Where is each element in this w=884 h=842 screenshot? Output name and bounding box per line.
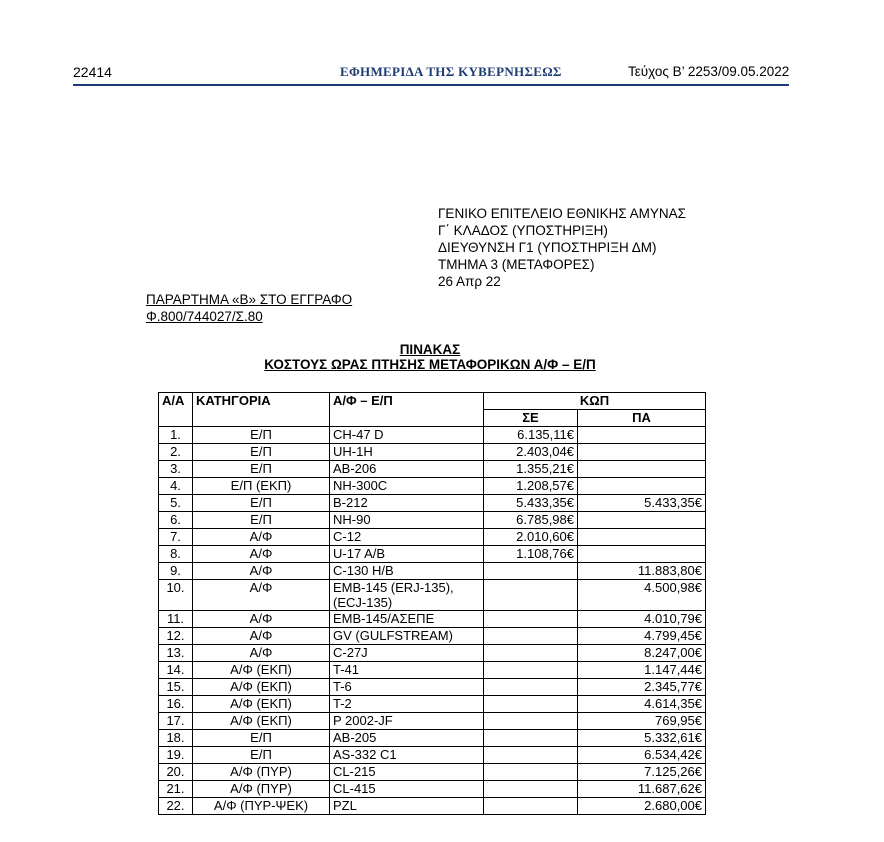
row-cost-pa: 769,95€ (578, 713, 706, 730)
row-cost-pa: 6.534,42€ (578, 747, 706, 764)
annex-reference: Φ.800/744027/Σ.80 (146, 309, 263, 324)
row-number: 18. (159, 730, 193, 747)
row-category: Ε/Π (193, 512, 330, 529)
row-category: Ε/Π (193, 461, 330, 478)
row-cost-pa (578, 512, 706, 529)
row-aircraft (330, 730, 484, 747)
row-aircraft (330, 645, 484, 662)
row-aircraft-line: AB-206 (333, 461, 377, 476)
table-row (159, 546, 706, 563)
row-aircraft (330, 529, 484, 546)
row-aircraft (330, 461, 484, 478)
issue-reference: Τεύχος Β’ 2253/09.05.2022 (628, 64, 790, 79)
row-cost-pa: 4.010,79€ (578, 611, 706, 628)
row-category: Ε/Π (193, 730, 330, 747)
row-cost-pa: 4.799,45€ (578, 628, 706, 645)
table-row (159, 781, 706, 798)
row-aircraft (330, 679, 484, 696)
table-subtitle: ΚΟΣΤΟΥΣ ΩΡΑΣ ΠΤΗΣΗΣ ΜΕΤΑΦΟΡΙΚΩΝ Α/Φ – Ε/Π (264, 357, 596, 372)
row-aircraft-line: C-12 (333, 529, 362, 544)
row-aircraft (330, 580, 484, 611)
row-cost-se: 5.433,35€ (484, 495, 578, 512)
row-cost-se: 6.785,98€ (484, 512, 578, 529)
row-aircraft (330, 546, 484, 563)
row-category: Α/Φ (193, 529, 330, 546)
row-category: Α/Φ (ΕΚΠ) (193, 696, 330, 713)
row-aircraft (330, 781, 484, 798)
row-aircraft (330, 747, 484, 764)
row-cost-pa: 1.147,44€ (578, 662, 706, 679)
table-row (159, 628, 706, 645)
row-aircraft (330, 478, 484, 495)
row-cost-pa: 5.332,61€ (578, 730, 706, 747)
table-row (159, 645, 706, 662)
row-aircraft-line: EMB-145/ΑΣΕΠΕ (333, 611, 435, 626)
row-aircraft (330, 628, 484, 645)
row-cost-se (484, 580, 578, 611)
row-aircraft (330, 427, 484, 444)
row-category: Ε/Π (193, 444, 330, 461)
issuer-line: ΓΕΝΙΚΟ ΕΠΙΤΕΛΕΙΟ ΕΘΝΙΚΗΣ ΑΜΥΝΑΣ (438, 206, 687, 221)
row-cost-pa: 11.883,80€ (578, 563, 706, 580)
header-rule (73, 84, 789, 86)
row-aircraft-line: U-17 A/B (333, 546, 386, 561)
row-aircraft-line: UH-1H (333, 444, 373, 459)
row-aircraft (330, 611, 484, 628)
header-kop: ΚΩΠ (484, 393, 706, 410)
row-aircraft-line: B-212 (333, 495, 368, 510)
row-cost-se (484, 611, 578, 628)
table-row (159, 478, 706, 495)
row-cost-se: 1.108,76€ (484, 546, 578, 563)
row-aircraft-line: T-6 (333, 679, 352, 694)
row-cost-se (484, 679, 578, 696)
row-cost-se (484, 713, 578, 730)
table-body (159, 427, 706, 815)
table-row (159, 764, 706, 781)
row-aircraft (330, 764, 484, 781)
row-number: 11. (159, 611, 193, 628)
row-cost-se (484, 628, 578, 645)
row-cost-se: 6.135,11€ (484, 427, 578, 444)
row-aircraft-line: EMB-145 (ERJ-135), (333, 580, 454, 595)
row-number: 2. (159, 444, 193, 461)
row-aircraft (330, 512, 484, 529)
table-row (159, 798, 706, 815)
issuer-block (438, 205, 686, 290)
row-number: 12. (159, 628, 193, 645)
row-number: 16. (159, 696, 193, 713)
row-category: Ε/Π (193, 427, 330, 444)
row-number: 6. (159, 512, 193, 529)
table-row (159, 512, 706, 529)
row-cost-pa: 5.433,35€ (578, 495, 706, 512)
row-cost-pa: 2.345,77€ (578, 679, 706, 696)
row-category: Α/Φ (193, 645, 330, 662)
row-aircraft-line: T-41 (333, 662, 360, 677)
row-number: 19. (159, 747, 193, 764)
row-aircraft-line: P 2002-JF (333, 713, 393, 728)
row-aircraft-line: CH-47 D (333, 427, 384, 442)
row-number: 20. (159, 764, 193, 781)
row-cost-se (484, 798, 578, 815)
row-cost-pa (578, 444, 706, 461)
row-cost-pa (578, 478, 706, 495)
row-aircraft-line: PZL (333, 798, 357, 813)
issuer-line: ΔΙΕΥΘΥΝΣΗ Γ1 (ΥΠΟΣΤΗΡΙΞΗ ΔΜ) (438, 240, 657, 255)
row-cost-pa: 8.247,00€ (578, 645, 706, 662)
row-aircraft (330, 696, 484, 713)
table-row (159, 662, 706, 679)
gazette-title: ΕΦΗΜΕΡΙΔΑ ΤΗΣ ΚΥΒΕΡΝΗΣΕΩΣ (340, 64, 562, 79)
row-category: Α/Φ (ΠΥΡ-ΨΕΚ) (193, 798, 330, 815)
row-aircraft (330, 662, 484, 679)
row-cost-pa: 2.680,00€ (578, 798, 706, 815)
row-cost-se (484, 764, 578, 781)
row-number: 7. (159, 529, 193, 546)
row-number: 15. (159, 679, 193, 696)
row-aircraft-line: C-130 H/B (333, 563, 394, 578)
row-aircraft-line: T-2 (333, 696, 352, 711)
row-aircraft-line: C-27J (333, 645, 368, 660)
row-aircraft-line: AS-332 C1 (333, 747, 397, 762)
row-cost-pa (578, 529, 706, 546)
row-cost-se: 1.355,21€ (484, 461, 578, 478)
table-row (159, 495, 706, 512)
row-category: Α/Φ (ΠΥΡ) (193, 781, 330, 798)
row-cost-pa (578, 461, 706, 478)
row-cost-se: 1.208,57€ (484, 478, 578, 495)
row-cost-se (484, 696, 578, 713)
row-category: Α/Φ (193, 546, 330, 563)
row-cost-pa (578, 427, 706, 444)
row-category: Α/Φ (193, 563, 330, 580)
header-aircraft: Α/Φ – Ε/Π (330, 393, 484, 427)
row-cost-pa: 11.687,62€ (578, 781, 706, 798)
issuer-line: Γ΄ ΚΛΑΔΟΣ (ΥΠΟΣΤΗΡΙΞΗ) (438, 223, 608, 238)
row-aircraft-line: CL-215 (333, 764, 376, 779)
row-cost-se (484, 781, 578, 798)
table-row (159, 461, 706, 478)
header-se: ΣΕ (484, 410, 578, 427)
row-cost-se (484, 662, 578, 679)
row-cost-se: 2.010,60€ (484, 529, 578, 546)
row-number: 1. (159, 427, 193, 444)
row-aircraft-line: GV (GULFSTREAM) (333, 628, 453, 643)
row-category: Α/Φ (ΠΥΡ) (193, 764, 330, 781)
header-category: ΚΑΤΗΓΟΡΙΑ (193, 393, 330, 427)
row-category: Α/Φ (193, 580, 330, 611)
row-category: Α/Φ (ΕΚΠ) (193, 662, 330, 679)
row-number: 17. (159, 713, 193, 730)
row-cost-pa: 7.125,26€ (578, 764, 706, 781)
header-pa: ΠΑ (578, 410, 706, 427)
row-aircraft (330, 495, 484, 512)
table-row (159, 611, 706, 628)
table-row (159, 580, 706, 611)
row-cost-pa: 4.500,98€ (578, 580, 706, 611)
row-category: Α/Φ (ΕΚΠ) (193, 713, 330, 730)
table-title: ΠΙΝΑΚΑΣ (399, 342, 461, 357)
row-cost-pa (578, 546, 706, 563)
table-row (159, 747, 706, 764)
row-aircraft (330, 444, 484, 461)
row-cost-se (484, 730, 578, 747)
cost-table (158, 392, 706, 815)
row-aircraft-line: (ECJ-135) (333, 595, 393, 610)
table-row (159, 679, 706, 696)
row-cost-se (484, 747, 578, 764)
row-aircraft-line: NH-90 (333, 512, 371, 527)
row-number: 4. (159, 478, 193, 495)
table-row (159, 713, 706, 730)
row-number: 8. (159, 546, 193, 563)
issuer-line: ΤΜΗΜΑ 3 (ΜΕΤΑΦΟΡΕΣ) (438, 257, 595, 272)
row-cost-se (484, 563, 578, 580)
row-category: Α/Φ (193, 611, 330, 628)
row-aircraft (330, 563, 484, 580)
row-category: Ε/Π (193, 747, 330, 764)
table-row (159, 427, 706, 444)
row-number: 5. (159, 495, 193, 512)
row-aircraft (330, 798, 484, 815)
issuer-date: 26 Απρ 22 (438, 274, 501, 289)
row-aircraft (330, 713, 484, 730)
row-number: 14. (159, 662, 193, 679)
row-category: Ε/Π (ΕΚΠ) (193, 478, 330, 495)
page-number: 22414 (73, 64, 112, 80)
row-number: 22. (159, 798, 193, 815)
table-row (159, 563, 706, 580)
row-number: 13. (159, 645, 193, 662)
annex-title: ΠΑΡΑΡΤΗΜΑ «Β» ΣΤΟ ΕΓΓΡΑΦΟ (146, 292, 353, 307)
table-row (159, 696, 706, 713)
row-number: 9. (159, 563, 193, 580)
row-number: 10. (159, 580, 193, 611)
row-category: Ε/Π (193, 495, 330, 512)
row-aircraft-line: CL-415 (333, 781, 376, 796)
row-category: Α/Φ (ΕΚΠ) (193, 679, 330, 696)
table-row (159, 730, 706, 747)
table-row (159, 529, 706, 546)
row-number: 3. (159, 461, 193, 478)
annex-block (146, 291, 352, 325)
header-aa: Α/Α (159, 393, 193, 427)
row-cost-se (484, 645, 578, 662)
row-aircraft-line: AB-205 (333, 730, 377, 745)
table-row (159, 444, 706, 461)
row-cost-pa: 4.614,35€ (578, 696, 706, 713)
row-cost-se: 2.403,04€ (484, 444, 578, 461)
row-category: Α/Φ (193, 628, 330, 645)
row-number: 21. (159, 781, 193, 798)
row-aircraft-line: NH-300C (333, 478, 388, 493)
